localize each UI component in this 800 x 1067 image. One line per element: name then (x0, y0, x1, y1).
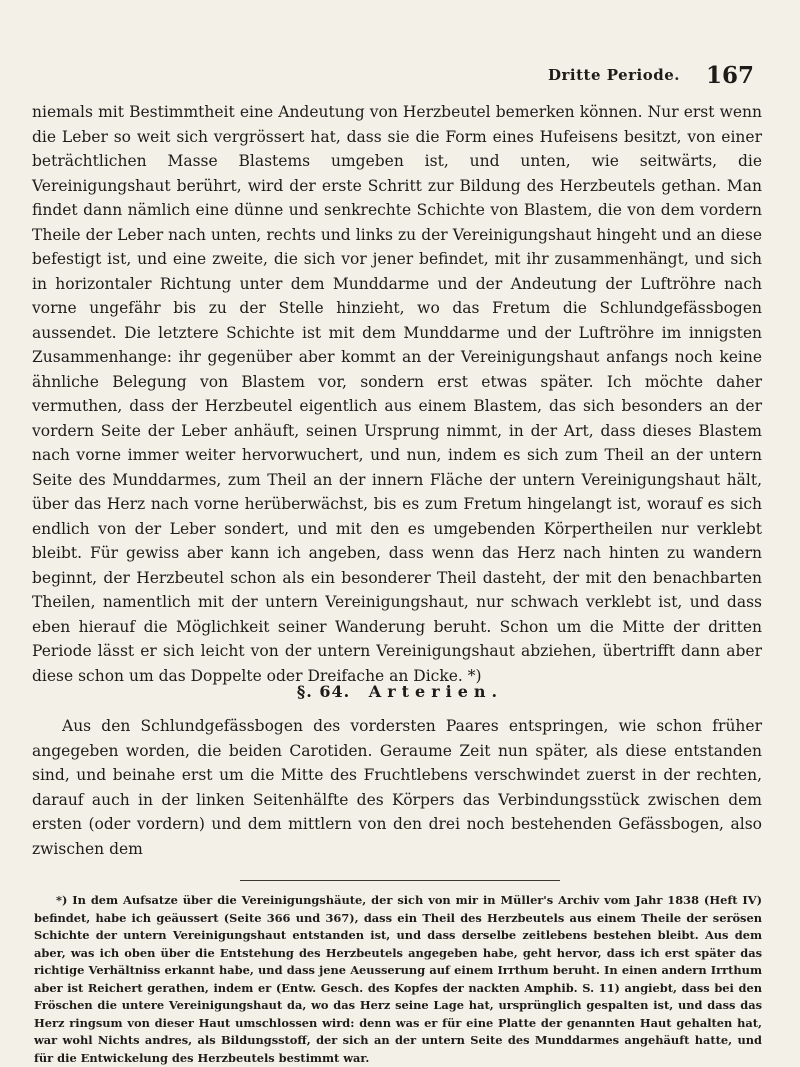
section-paragraph: Aus den Schlundgefässbogen des vordersten Paares entspringen, wie schon früher angegeben worden, die beiden Carotiden. Geraume Zeit nun später, als diese entstanden sind, und beinahe erst um die Mitte des Fruchtlebens verschwindet zuerst in der rechten, darauf auch in der linken Seitenhälfte des Körpers das Verbindungsstück zwischen dem ersten (oder vordern) und dem mittlern von den drei noch bestehenden Gefässbogen, also zwischen dem (32, 717, 762, 858)
body-paragraph: niemals mit Bestimmtheit eine Andeutung von Herzbeutel bemerken können. Nur erst wenn die Leber so weit sich vergrössert hat, dass sie die Form eines Hufeisens besitzt, von einer beträchtlichen Masse Blastems umgeben ist, und unten, wie seitwärts, die Vereinigungshaut berührt, wird der erste Schritt zur Bildung des Herzbeutels gethan. Man findet dann nämlich eine dünne und senkrechte Schichte von Blastem, die von dem vordern Theile der Leber nach unten, rechts und links zu der Vereinigungshaut hingeht und an diese befestigt ist, und eine zweite, die sich vor jener befindet, mit ihr zusammenhängt, und sich in horizontaler Richtung unter dem Munddarme und der Andeutung der Luftröhre nach vorne ungefähr bis zu der Stelle hinzieht, wo das Fretum die Schlundgefässbogen aussendet. Die letztere Schichte ist mit dem Munddarme und der Luftröhre im innigsten Zusammenhange: ihr gegenüber aber kommt an der Vereinigungshaut anfangs noch keine ähnliche Belegung von Blastem vor, sondern erst etwas später. Ich möchte daher vermuthen, dass der Herzbeutel eigentlich aus einem Blastem, das sich besonders an der vordern Seite der Leber anhäuft, seinen Ursprung nimmt, in der Art, dass dieses Blastem nach vorne immer weiter hervorwuchert, und nun, indem es sich zum Theil an der untern Seite des Munddarmes, zum Theil an der innern Fläche der untern Vereinigungshaut hält, über das Herz nach vorne herüberwächst, bis es zum Fretum hingelangt ist, worauf es sich endlich von der Leber sondert, und mit den es umgebenden Körpertheilen nur verklebt bleibt. Für gewiss aber kann ich angeben, dass wenn das Herz nach hinten zu wandern beginnt, der Herzbeutel schon als ein besonderer Theil dasteht, der mit den benachbarten Theilen, namentlich mit der untern Vereinigungshaut, nur schwach verklebt ist, und dass eben hierauf die Möglichkeit seiner Wanderung beruht. Schon um die Mitte der dritten Periode lässt er sich leicht von der untern Vereinigungshaut abziehen, übertrifft dann aber diese schon um das Doppelte oder Dreifache an Dicke. *) (32, 103, 762, 685)
footnote (34, 892, 762, 1067)
book-page (30, 0, 770, 1065)
section-heading (30, 682, 770, 701)
page-header (30, 64, 770, 88)
section-number: §. 64. (296, 682, 351, 701)
footnote-divider (240, 880, 560, 881)
footnote-text: *) In dem Aufsatze über die Vereinigungshäute, der sich von mir in Müller's Archiv vom Jahr 1838 (Heft IV) befindet, habe ich geäussert (Seite 366 und 367), dass ein Theil des Herzbeutels aus einem Theile der serösen Schichte der untern Vereinigungshaut entstanden ist, und dass derselbe zeitlebens bestehen bleibt. Aus dem aber, was ich oben über die Entstehung des Herzbeutels angegeben habe, geht hervor, dass ich erst später das richtige Verhältniss erkannt habe, und dass jene Aeusserung auf einem Irrthum beruht. In einen andern Irrthum aber ist Reichert gerathen, indem er (Entw. Gesch. des Kopfes der nackten Amphib. S. 11) angiebt, dass bei den Fröschen die untere Vereinigungshaut da, wo das Herz seine Lage hat, ursprünglich gespalten ist, und dass das Herz ringsum von dieser Haut umschlossen wird: denn was er für eine Platte der genannten Haut gehalten hat, war wohl Nichts andres, als Bildungsstoff, der sich an der untern Seite des Munddarmes angehäuft hatte, und für die Entwickelung des Herzbeutels bestimmt war. (34, 893, 762, 1065)
body-text (32, 100, 762, 688)
running-title: Dritte Periode. (547, 66, 680, 84)
page-number: 167 (705, 62, 754, 89)
section-title: Arterien. (368, 682, 504, 701)
section-text (32, 714, 762, 861)
